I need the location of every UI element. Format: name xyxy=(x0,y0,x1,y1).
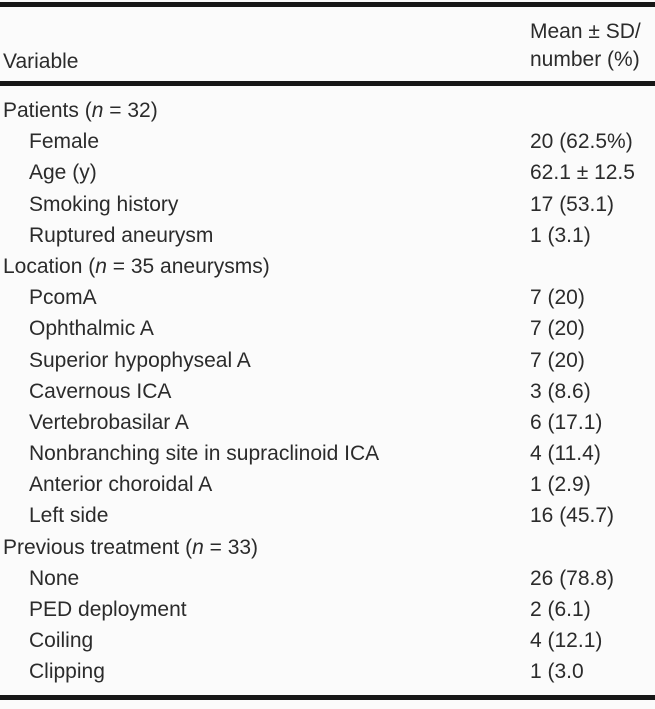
value-cell: 6 (17.1) xyxy=(530,410,603,434)
column-header-variable: Variable xyxy=(3,50,79,73)
value-cell: 7 (20) xyxy=(530,348,585,372)
table-row xyxy=(0,407,655,438)
column-header-value-line2: number (%) xyxy=(530,48,640,71)
value-cell: 20 (62.5%) xyxy=(530,130,633,154)
table-header xyxy=(0,7,655,81)
variable-cell: Clipping xyxy=(29,660,105,684)
bottom-rule xyxy=(0,695,655,700)
table-row xyxy=(0,625,655,656)
table-row xyxy=(0,656,655,687)
variable-cell: Age (y) xyxy=(29,161,97,185)
value-cell: 2 (6.1) xyxy=(530,598,591,621)
value-cell xyxy=(530,95,655,126)
variable-cell: Cavernous ICA xyxy=(29,379,172,403)
table-row xyxy=(0,594,655,625)
table-row xyxy=(0,95,655,126)
table-row xyxy=(0,563,655,594)
variable-cell: Anterior choroidal A xyxy=(29,473,213,497)
variable-cell: Ruptured aneurysm xyxy=(29,223,214,247)
table-row xyxy=(0,157,655,188)
table-row xyxy=(0,251,655,282)
table-row xyxy=(0,469,655,500)
value-cell: 7 (20) xyxy=(530,317,585,341)
table-row xyxy=(0,532,655,563)
value-cell: 7 (20) xyxy=(530,286,585,310)
variable-cell: Location (n = 35 aneurysms) xyxy=(3,254,270,278)
table-row xyxy=(0,189,655,220)
table-row xyxy=(0,345,655,376)
value-cell: 1 (2.9) xyxy=(530,473,591,497)
value-cell: 16 (45.7) xyxy=(530,504,615,528)
variable-cell: Previous treatment (n = 33) xyxy=(3,535,259,559)
variable-cell: Patients (n = 32) xyxy=(3,99,158,122)
column-header-value-line1: Mean ± SD/ xyxy=(530,20,641,43)
table-row xyxy=(0,438,655,469)
variable-cell: Nonbranching site in supraclinoid ICA xyxy=(29,442,380,466)
variable-cell: Left side xyxy=(29,504,109,528)
value-cell: 62.1 ± 12.5 xyxy=(530,161,635,185)
value-cell: 4 (12.1) xyxy=(530,629,603,653)
value-cell xyxy=(530,251,655,282)
variable-cell: PcomA xyxy=(29,286,97,310)
value-cell: 3 (8.6) xyxy=(530,379,591,403)
value-cell: 4 (11.4) xyxy=(530,442,601,466)
variable-cell: Smoking history xyxy=(29,192,179,216)
table-row xyxy=(0,376,655,407)
variable-cell: Coiling xyxy=(29,629,94,653)
column-header-value xyxy=(530,18,655,74)
value-cell: 26 (78.8) xyxy=(530,566,615,590)
variable-cell: Female xyxy=(29,130,100,154)
table-body xyxy=(0,86,655,688)
table-row xyxy=(0,126,655,157)
value-cell xyxy=(530,532,655,563)
value-cell: 1 (3.1) xyxy=(530,223,591,247)
table-row xyxy=(0,220,655,251)
value-cell: 17 (53.1) xyxy=(530,192,615,216)
value-cell: 1 (3.0 xyxy=(530,660,584,684)
table-row xyxy=(0,500,655,531)
variable-cell: Ophthalmic A xyxy=(29,317,154,341)
variable-cell: None xyxy=(29,566,80,590)
variable-cell: PED deployment xyxy=(29,598,187,621)
variable-cell: Superior hypophyseal A xyxy=(29,348,251,372)
variable-cell: Vertebrobasilar A xyxy=(29,410,189,434)
table-row xyxy=(0,282,655,313)
table-row xyxy=(0,313,655,344)
